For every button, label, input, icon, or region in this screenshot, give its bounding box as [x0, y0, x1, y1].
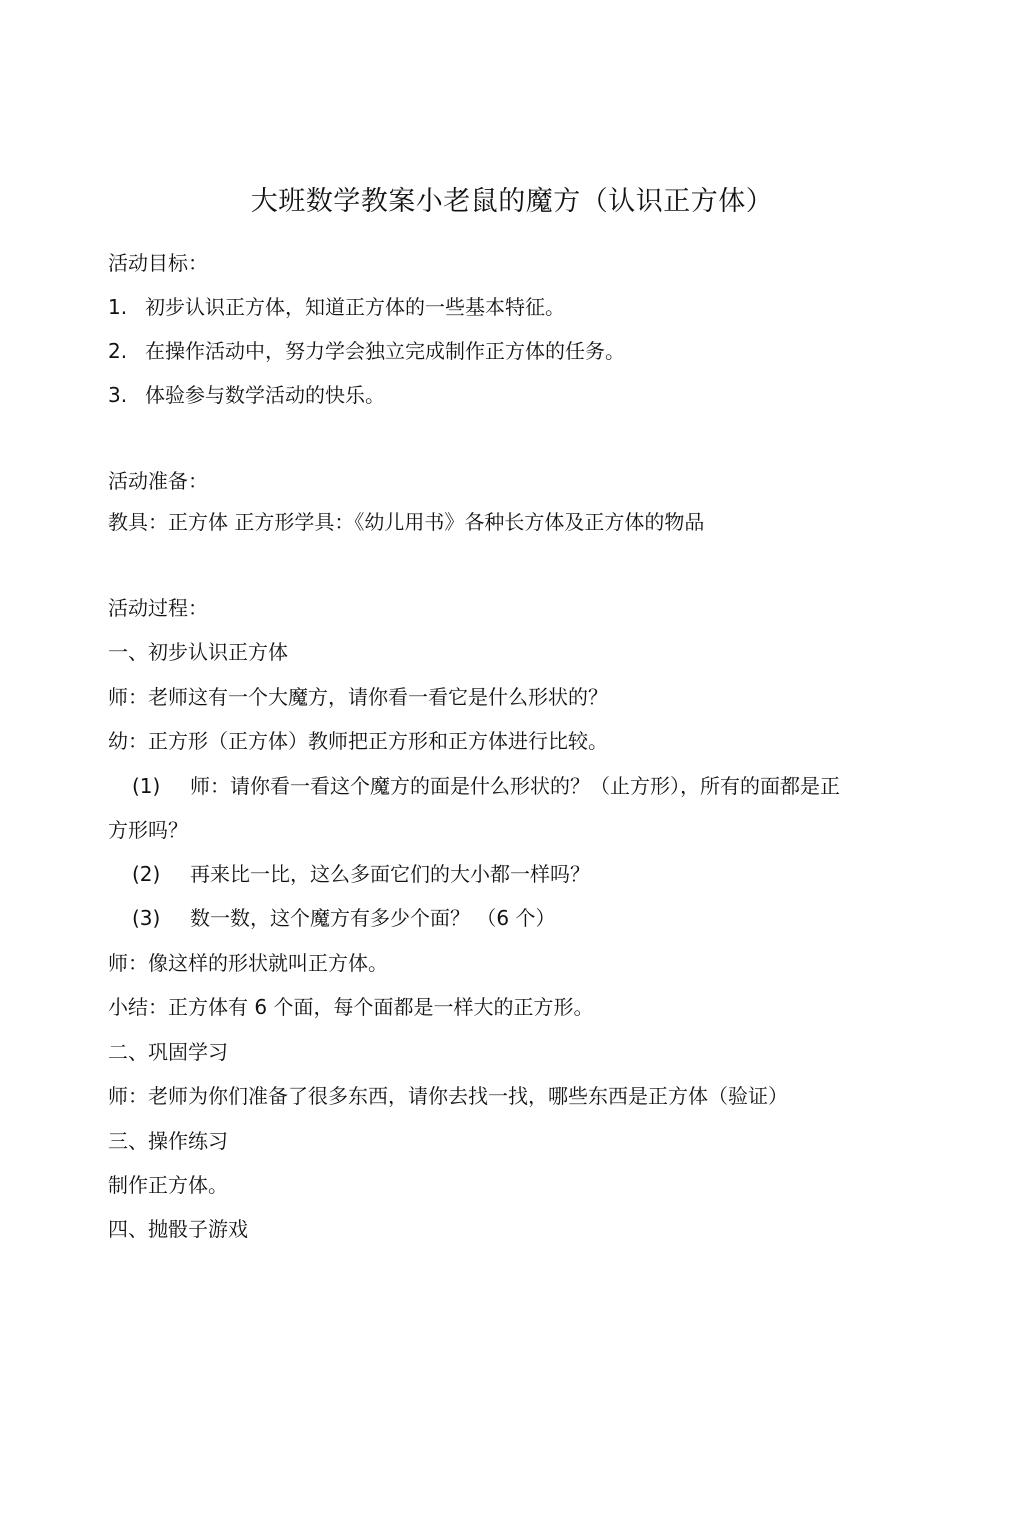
sub-item-number-1: (1): [132, 774, 161, 798]
part1-heading: 一、初步认识正方体: [108, 640, 288, 664]
prep-text: 教具：正方体 正方形学具：《幼儿用书》各种长方体及正方体的物品: [108, 510, 705, 534]
summary-line: 小结：正方体有 6 个面，每个面都是一样大的正方形。: [108, 995, 594, 1019]
sub-item-number-3: (3): [132, 906, 161, 930]
sub-item-1: [132, 771, 840, 801]
goal-item-1: [108, 292, 565, 322]
goal-number-1: 1.: [108, 295, 128, 319]
goal-text-1: 初步认识正方体，知道正方体的一些基本特征。: [145, 295, 565, 319]
sub-item-text-2: 再来比一比，这么多面它们的大小都一样吗？: [190, 862, 590, 886]
process-heading: 活动过程：: [108, 596, 208, 620]
sub-item-text-1: 师：请你看一看这个魔方的面是什么形状的？（止方形），所有的面都是正: [190, 774, 840, 798]
part4-heading: 四、抛骰子游戏: [108, 1217, 248, 1241]
teacher-line-2: 师：像这样的形状就叫正方体。: [108, 951, 388, 975]
teacher-line-3: 师：老师为你们准备了很多东西，请你去找一找，哪些东西是正方体（验证）: [108, 1084, 788, 1108]
goal-number-2: 2.: [108, 339, 128, 363]
sub-item-1-continuation: 方形吗？: [108, 818, 188, 842]
teacher-line-1: 师：老师这有一个大魔方，请你看一看它是什么形状的？: [108, 685, 608, 709]
goal-text-2: 在操作活动中，努力学会独立完成制作正方体的任务。: [145, 339, 625, 363]
sub-item-text-3: 数一数，这个魔方有多少个面？ （6 个）: [190, 906, 556, 930]
child-line-1: 幼：正方形（正方体）教师把正方形和正方体进行比较。: [108, 729, 608, 753]
goal-text-3: 体验参与数学活动的快乐。: [145, 383, 385, 407]
part3-text: 制作正方体。: [108, 1173, 228, 1197]
part3-heading: 三、操作练习: [108, 1129, 228, 1153]
goal-item-3: [108, 380, 385, 410]
goal-item-2: [108, 336, 625, 366]
document-title: 大班数学教案小老鼠的魔方（认识正方体）: [250, 186, 774, 217]
prep-heading: 活动准备：: [108, 469, 208, 493]
part2-heading: 二、巩固学习: [108, 1040, 228, 1064]
sub-item-2: [132, 859, 590, 889]
goals-heading: 活动目标：: [108, 251, 208, 275]
sub-item-3: [132, 903, 555, 933]
goal-number-3: 3.: [108, 383, 128, 407]
sub-item-number-2: (2): [132, 862, 161, 886]
